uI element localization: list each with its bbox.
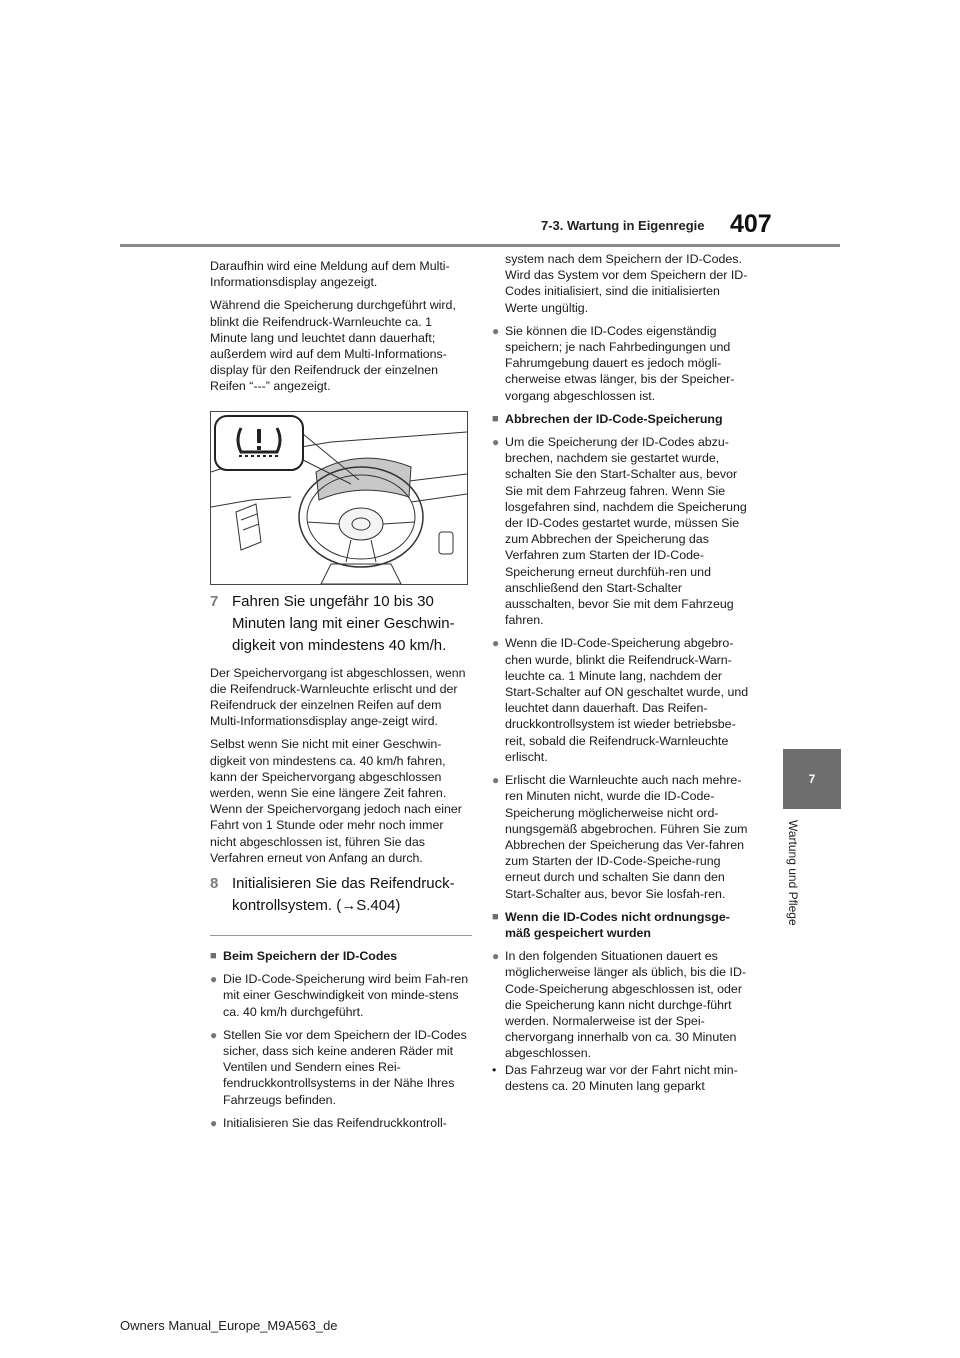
paragraph: Daraufhin wird eine Meldung auf dem Multi-Informationsdisplay angezeigt. (210, 259, 450, 290)
bullet-item: ● Stellen Sie vor dem Speichern der ID-Codes sicher, dass sich keine anderen Räder mit Ventilen und Sendern eines Rei-fendruckkontrollsystems in der Nähe Ihres Fahrzeugs befinden. (210, 1027, 467, 1107)
tpms-warning-light-illustration (211, 412, 467, 584)
paragraph: Der Speichervorgang ist abgeschlossen, wenn die Reifendruck-Warnleuchte erlischt und der Reifendruck der einzelnen Reifen auf dem Multi-Informationsdisplay ange-zeigt wird. (210, 665, 466, 729)
step-number: 7 (210, 592, 219, 610)
paragraph: Während die Speicherung durchgeführt wird, blinkt die Reifendruck-Warnleuchte ca. 1 Minute lang und leuchtet dann dauerhaft; außerdem wird auf dem Multi-Informations-display für den Reifendruck der einzelnen Reifen “---” angezeigt. (210, 298, 456, 394)
paragraph: Selbst wenn Sie nicht mit einer Geschwin-digkeit von mindestens ca. 40 km/h fahren, kann der Speichervorgang abgeschlossen werden, wenn Sie eine längere Zeit fahren. Wenn der Speichervorgang jedoch nach einer Fahrt von 1 Stunde oder mehr noch immer nicht abgeschlossen ist, führen Sie das Verfahren erneut von Anfang an durch. (210, 737, 462, 865)
circle-bullet-icon: ● (492, 435, 500, 450)
paragraph: system nach dem Speichern der ID-Codes. Wird das System vor dem Speichern der ID-Codes initialisiert, sind die initialisierten Werte ungültig. (505, 252, 748, 315)
circle-bullet-icon: ● (492, 773, 500, 788)
dash-list-item: • Das Fahrzeug war vor der Fahrt nicht min-destens ca. 20 Minuten lang geparkt (492, 1062, 738, 1093)
dashboard-illustration (210, 411, 468, 585)
bullet-item: ● Die ID-Code-Speicherung wird beim Fah-ren mit einer Geschwindigkeit von minde-stens ca. 40 km/h durchgeführt. (210, 972, 469, 1019)
chapter-label: Wartung und Pflege (786, 820, 800, 926)
left-column (210, 258, 472, 1138)
square-bullet-icon: ■ (210, 950, 217, 963)
circle-bullet-icon: ● (492, 323, 500, 338)
header-divider (120, 244, 840, 247)
section-title: 7-3. Wartung in Eigenregie (541, 218, 705, 233)
bullet-item: ● In den folgenden Situationen dauert es möglicherweise länger als üblich, bis die ID-Code-Speicherung abgeschlossen ist, oder die Speicherung kann nicht durchge-führt werden. Normalerweise ist der Spei-chervorgang innerhalb von ca. 30 Minuten abgeschlossen. (492, 949, 747, 1061)
step-text: Initialisieren Sie das Reifendruck-kontrollsystem. (→S.404) (232, 875, 455, 915)
footer-document-id: Owners Manual_Europe_M9A563_de (120, 1318, 338, 1333)
bullet-item: ● Initialisieren Sie das Reifendruckkontroll- (210, 1115, 447, 1130)
section-divider (210, 935, 472, 936)
bullet-item: ● Erlischt die Warnleuchte auch nach mehre-ren Minuten nicht, wurde die ID-Code-Speicherung möglicherweise nicht ord-nungsgemäß abgebrochen. Führen Sie zum Abbrechen der Speicherung das Ver-fahren zum Starten der ID-Code-Speiche-rung erneut durch und schalten Sie dann den Start-Schalter aus, bevor Sie losfah-ren. (492, 773, 748, 901)
step-number: 8 (210, 875, 219, 893)
step-text: Fahren Sie ungefähr 10 bis 30 Minuten lang mit einer Geschwin-digkeit von mindestens 40 km/h. (232, 592, 455, 654)
subheading: ■ Beim Speichern der ID-Codes (210, 949, 398, 964)
step-7 (210, 591, 472, 657)
chapter-number: 7 (808, 772, 816, 786)
step-8 (210, 873, 472, 917)
bullet-item: ● Sie können die ID-Codes eigenständig speichern; je nach Fahrbedingungen und Fahrumgebung dauert es jedoch mögli-cherweise etwas länger, bis der Speicher-vorgang abgeschlossen ist. (492, 323, 735, 403)
circle-bullet-icon: ● (492, 949, 500, 964)
chapter-tab (783, 749, 841, 809)
square-bullet-icon: ■ (492, 910, 499, 923)
bullet-item: ● Wenn die ID-Code-Speicherung abgebro-chen wurde, blinkt die Reifendruck-Warn-leuchte ca. 1 Minute lang, nachdem der Start-Schalter auf ON geschaltet wurde, und leuchtet dann dauerhaft. Das Reifen-druckkontrollsystem ist wieder betriebsbe-reit, sobald die Reifendruck-Warnleuchte erlischt. (492, 636, 749, 764)
circle-bullet-icon: ● (210, 972, 218, 987)
subheading: ■ Abbrechen der ID-Code-Speicherung (492, 411, 723, 426)
subheading: ■ Wenn die ID-Codes nicht ordnungsge-mäß gespeichert wurden (492, 909, 730, 940)
dot-bullet-icon: • (492, 1062, 497, 1077)
circle-bullet-icon: ● (210, 1115, 218, 1130)
right-column (492, 251, 754, 1094)
circle-bullet-icon: ● (492, 636, 500, 651)
square-bullet-icon: ■ (492, 412, 499, 425)
bullet-item: ● Um die Speicherung der ID-Codes abzu-brechen, nachdem sie gestartet wurde, schalten Sie den Start-Schalter aus, bevor Sie mit dem Fahrzeug fahren. Wenn Sie losgefahren sind, nachdem die Speicherung der ID-Codes gestartet wurde, müssen Sie zum Abbrechen der Speicherung das Verfahren zum Starten der ID-Code-Speicherung erneut durchfüh-ren und anschließend den Start-Schalter ausschalten, bevor Sie mit dem Fahrzeug fahren. (492, 435, 747, 628)
page-number: 407 (730, 210, 772, 238)
circle-bullet-icon: ● (210, 1027, 218, 1042)
